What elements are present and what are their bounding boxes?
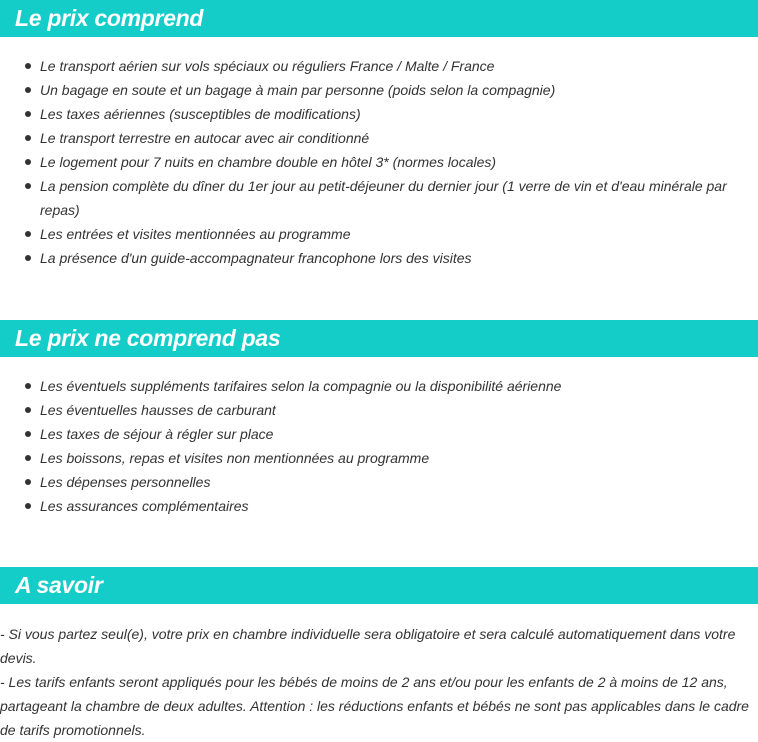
info-notes: [0, 622, 752, 742]
bullet-icon: [25, 503, 31, 509]
bullet-icon: [25, 159, 31, 165]
list-item: Les assurances complémentaires: [0, 494, 758, 518]
list-item: Le transport aérien sur vols spéciaux ou réguliers France / Malte / France: [0, 54, 758, 78]
info-paragraph: - Les tarifs enfants seront appliqués pour les bébés de moins de 2 ans et/ou pour les enfants de 2 à moins de 12 ans, partageant la chambre de deux adultes. Attention : les réductions enfants et bébés ne sont pas applicables dans le cadre de tarifs promotionnels.: [0, 674, 749, 738]
excludes-list: [0, 374, 758, 518]
includes-list: [0, 54, 758, 270]
list-item: La pension complète du dîner du 1er jour au petit-déjeuner du dernier jour (1 verre de vin et d'eau minérale par repas): [0, 174, 758, 222]
list-item: Un bagage en soute et un bagage à main par personne (poids selon la compagnie): [0, 78, 758, 102]
list-item: La présence d'un guide-accompagnateur francophone lors des visites: [0, 246, 758, 270]
list-item: Le transport terrestre en autocar avec air conditionné: [0, 126, 758, 150]
list-item: Les éventuelles hausses de carburant: [0, 398, 758, 422]
bullet-icon: [25, 479, 31, 485]
bullet-icon: [25, 431, 31, 437]
section-title-info: A savoir: [0, 567, 758, 604]
bullet-icon: [25, 383, 31, 389]
bullet-icon: [25, 135, 31, 141]
section-title-excludes: Le prix ne comprend pas: [0, 320, 758, 357]
list-item: Les éventuels suppléments tarifaires selon la compagnie ou la disponibilité aérienne: [0, 374, 758, 398]
list-item: Les dépenses personnelles: [0, 470, 758, 494]
section-title-includes: Le prix comprend: [0, 0, 758, 37]
bullet-icon: [25, 111, 31, 117]
list-item: Les taxes aériennes (susceptibles de modifications): [0, 102, 758, 126]
bullet-icon: [25, 231, 31, 237]
bullet-icon: [25, 63, 31, 69]
list-item: Les boissons, repas et visites non mentionnées au programme: [0, 446, 758, 470]
list-item: Les taxes de séjour à régler sur place: [0, 422, 758, 446]
info-paragraph: - Si vous partez seul(e), votre prix en chambre individuelle sera obligatoire et sera calculé automatiquement dans votre devis.: [0, 626, 736, 666]
bullet-icon: [25, 255, 31, 261]
bullet-icon: [25, 183, 31, 189]
bullet-icon: [25, 407, 31, 413]
bullet-icon: [25, 455, 31, 461]
list-item: Le logement pour 7 nuits en chambre double en hôtel 3* (normes locales): [0, 150, 758, 174]
list-item: Les entrées et visites mentionnées au programme: [0, 222, 758, 246]
bullet-icon: [25, 87, 31, 93]
